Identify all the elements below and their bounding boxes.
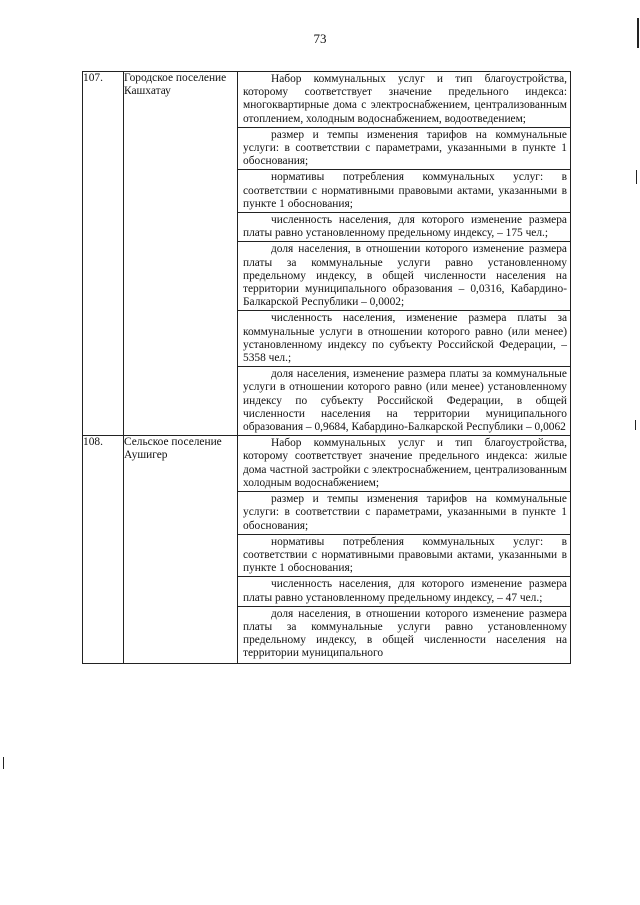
scan-edge-mark-middle <box>636 170 637 184</box>
description-paragraph: Набор коммунальных услуг и тип благоустройства, которому соответствует значение предельного индекса: многоквартирные дома с электроснабжением, централизованным отоплением, холодным водоснабжением, водоотведением; <box>238 72 570 128</box>
description-paragraph: доля населения, в отношении которого изменение размера платы за коммунальные услуги равно установленному предельному индексу, в общей численности населения на территории муниципального <box>243 607 567 660</box>
row-number: 107. <box>83 72 124 436</box>
description-paragraph: доля населения, в отношении которого изменение размера платы за коммунальные услуги равно установленному предельному индексу, в общей численности населения на территории муниципального образования – 0,0316, Кабардино-Балкарской Республики – 0,0002; <box>238 242 570 311</box>
description-paragraph: размер и темпы изменения тарифов на коммунальные услуги: в соответствии с параметрами, указанными в пункте 1 обоснования; <box>238 128 570 171</box>
row-number: 108. <box>83 436 124 663</box>
scan-edge-mark-top <box>637 18 639 48</box>
settlement-name: Сельское поселение Аушигер <box>124 436 238 663</box>
settlements-table <box>82 71 571 664</box>
description-cell <box>238 72 571 436</box>
page-number: 73 <box>313 31 327 46</box>
description-paragraph: доля населения, изменение размера платы за коммунальные услуги в отношении которого равно (или менее) установленному индексу по субъекту Российской Федерации, в общей численности населения на территории муниципального образования – 0,9684, Кабардино-Балкарской Республики – 0,0062 <box>243 368 567 434</box>
description-paragraph: численность населения, изменение размера платы за коммунальные услуги в отношении которого равно (или менее) установленному индексу по субъекту Российской Федерации, – 5358 чел.; <box>238 311 570 367</box>
settlement-name: Городское поселение Кашхатау <box>124 72 238 436</box>
description-paragraph: размер и темпы изменения тарифов на коммунальные услуги: в соответствии с параметрами, указанными в пункте 1 обоснования; <box>238 492 570 535</box>
scan-edge-mark-lower <box>635 420 636 430</box>
description-paragraph: нормативы потребления коммунальных услуг: в соответствии с нормативными правовыми актами, указанными в пункте 1 обоснования; <box>238 170 570 213</box>
description-cell <box>238 436 571 663</box>
table-row <box>83 436 571 663</box>
description-paragraph: нормативы потребления коммунальных услуг: в соответствии с нормативными правовыми актами, указанными в пункте 1 обоснования; <box>238 535 570 578</box>
description-paragraph: численность населения, для которого изменение размера платы равно установленному предельному индексу, – 47 чел.; <box>238 577 570 606</box>
scan-edge-mark-left <box>3 757 4 769</box>
description-paragraph: Набор коммунальных услуг и тип благоустройства, которому соответствует значение предельного индекса: жилые дома частной застройки с электроснабжением, централизованным холодным водоснабжением; <box>238 436 570 492</box>
table-row <box>83 72 571 436</box>
description-paragraph: численность населения, для которого изменение размера платы равно установленному предельному индексу, – 175 чел.; <box>238 213 570 242</box>
